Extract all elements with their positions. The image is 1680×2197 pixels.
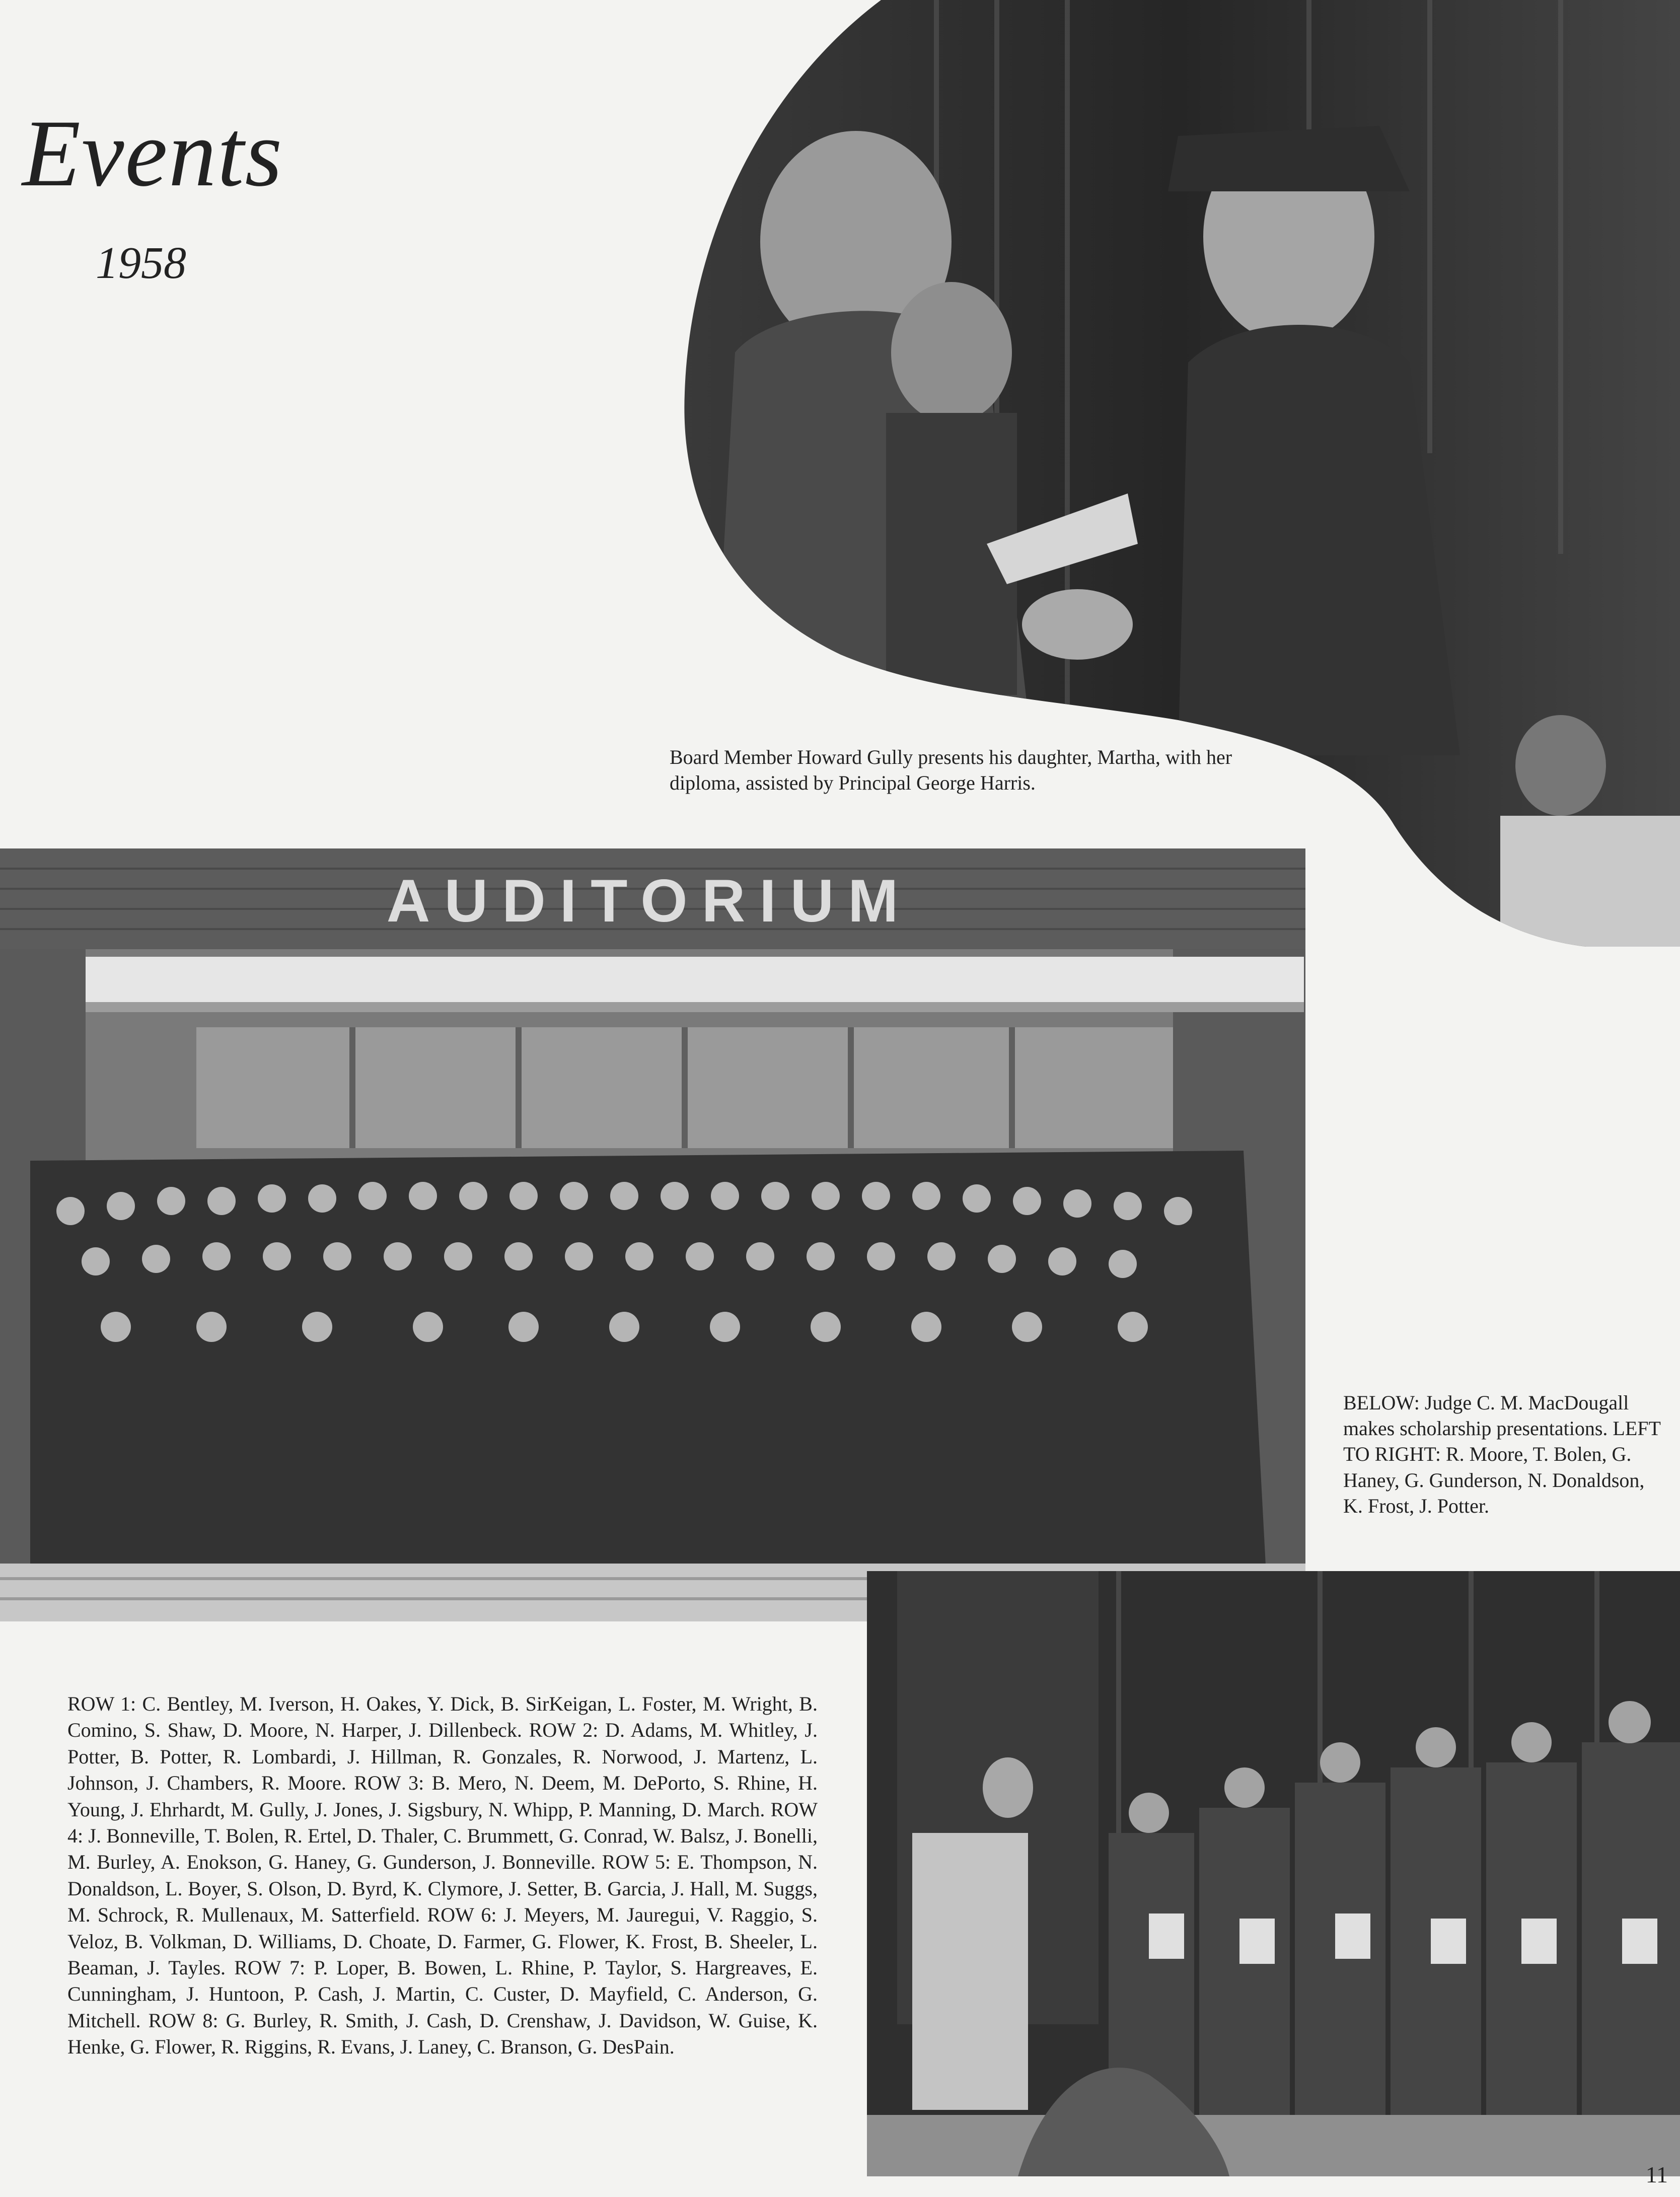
diploma-photo-caption: Board Member Howard Gully presents his daughter, Martha, with her diploma, assisted by Principal George Harris. (670, 746, 1232, 795)
graduating-class-photo (0, 848, 1305, 1621)
class-roster-caption: ROW 1: C. Bentley, M. Iverson, H. Oakes, Y. Dick, B. SirKeigan, L. Foster, M. Wright, B. Comino, S. Shaw, D. Moore, N. Harper, J. Dillenbeck. ROW 2: D. Adams, M. Whitley, J. Potter, B. Potter, R. Lombardi, J. Hillman, R. Gonzales, R. Norwood, J. Martenz, L. Johnson, J. Chambers, R. Moore. ROW 3: B. Mero, N. Deem, M. DePorto, S. Rhine, H. Young, J. Ehrhardt, M. Gully, J. Jones, J. Sigsbury, N. Whipp, P. Manning, D. March. ROW 4: J. Bonneville, T. Bolen, R. Ertel, D. Thaler, C. Brummett, G. Conrad, W. Balsz, J. Bonelli, M. Burley, A. Enokson, G. Haney, G. Gunderson, J. Bonneville. ROW 5: E. Thompson, N. Donaldson, L. Boyer, S. Olson, D. Byrd, K. Clymore, J. Setter, B. Garcia, J. Hall, M. Suggs, M. Schrock, R. Mullenaux, M. Satterfield. ROW 6: J. Meyers, M. Jauregui, V. Raggio, S. Veloz, B. Volkman, D. Williams, D. Choate, D. Farmer, G. Flower, K. Frost, B. Sheeler, L. Beaman, J. Tayles. ROW 7: P. Loper, B. Bowen, L. Rhine, P. Taylor, S. Hargreaves, E. Cunningham, J. Huntoon, P. Cash, J. Martin, C. Custer, D. Mayfield, C. Anderson, G. Mitchell. ROW 8: G. Burley, R. Smith, J. Cash, D. Crenshaw, J. Davidson, W. Guise, K. Henke, G. Flower, R. Riggins, R. Evans, J. Laney, C. Branson, G. DesPain. (67, 1692, 818, 2059)
scholarship-caption: BELOW: Judge C. M. MacDougall makes scholarship presentations. LEFT TO RIGHT: R. Moore, T. Bolen, G. Haney, G. Gunderson, N. Donaldson, K. Frost, J. Potter. (1343, 1391, 1661, 1517)
auditorium-sign: AUDITORIUM (386, 867, 913, 935)
page-year: 1958 (96, 238, 186, 288)
page-title: Events (22, 101, 283, 206)
diploma-presentation-photo (675, 0, 1680, 947)
scholarship-presentation-photo (867, 1571, 1680, 2176)
page-number: 11 (1645, 2162, 1668, 2187)
